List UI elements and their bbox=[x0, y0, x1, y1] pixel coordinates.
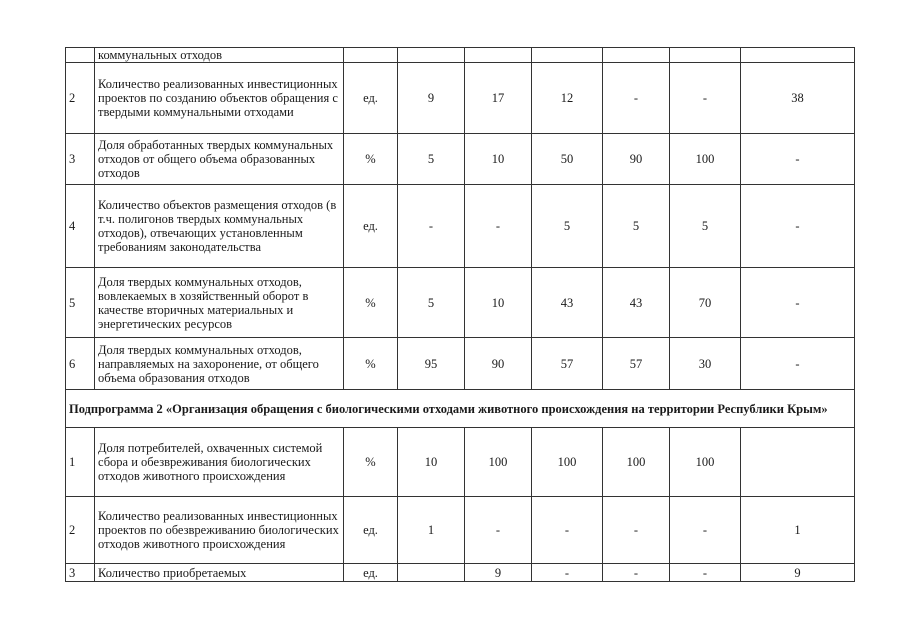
value-cell: 5 bbox=[603, 185, 670, 268]
unit-cell: ед. bbox=[344, 497, 398, 564]
value-cell: 9 bbox=[398, 63, 465, 134]
unit-cell: ед. bbox=[344, 185, 398, 268]
value-cell: 10 bbox=[465, 134, 532, 185]
indicator-name: Количество реализованных инвестиционных проектов по созданию объектов обращения с твердыми коммунальными отходами bbox=[95, 63, 344, 134]
unit-cell: % bbox=[344, 338, 398, 390]
row-number bbox=[66, 48, 95, 63]
value-cell: 90 bbox=[465, 338, 532, 390]
table-row bbox=[66, 134, 855, 185]
value-cell: 100 bbox=[603, 428, 670, 497]
indicator-name: Доля потребителей, охваченных системой сбора и обезвреживания биологических отходов животного происхождения bbox=[95, 428, 344, 497]
row-number: 4 bbox=[66, 185, 95, 268]
table-row bbox=[66, 268, 855, 338]
value-cell: 57 bbox=[603, 338, 670, 390]
unit-cell: ед. bbox=[344, 564, 398, 582]
value-cell: - bbox=[603, 564, 670, 582]
indicators-table bbox=[65, 47, 855, 582]
value-cell: 12 bbox=[532, 63, 603, 134]
value-cell: - bbox=[532, 564, 603, 582]
indicator-name: Количество реализованных инвестиционных проектов по обезвреживанию биологических отходов животного происхождения bbox=[95, 497, 344, 564]
value-cell: 1 bbox=[398, 497, 465, 564]
unit-cell: % bbox=[344, 268, 398, 338]
indicator-name: коммунальных отходов bbox=[95, 48, 344, 63]
value-cell: 5 bbox=[398, 268, 465, 338]
subprogram-title: Подпрограмма 2 «Организация обращения с биологическими отходами животного происхождения на территории Республики Крым» bbox=[66, 390, 855, 428]
value-cell: - bbox=[670, 564, 741, 582]
row-number: 2 bbox=[66, 497, 95, 564]
unit-cell: % bbox=[344, 134, 398, 185]
value-cell: - bbox=[670, 497, 741, 564]
value-cell: 9 bbox=[465, 564, 532, 582]
indicator-name: Количество объектов размещения отходов (в т.ч. полигонов твердых коммунальных отходов), отвечающих установленным требованиям законодательства bbox=[95, 185, 344, 268]
table-row bbox=[66, 428, 855, 497]
value-cell: 100 bbox=[532, 428, 603, 497]
value-cell: 30 bbox=[670, 338, 741, 390]
indicator-name: Доля твердых коммунальных отходов, направляемых на захоронение, от общего объема образования отходов bbox=[95, 338, 344, 390]
value-cell: 95 bbox=[398, 338, 465, 390]
value-cell: 90 bbox=[603, 134, 670, 185]
indicator-name: Доля твердых коммунальных отходов, вовлекаемых в хозяйственный оборот в качестве вторичных материальных и энергетических ресурсов bbox=[95, 268, 344, 338]
table-row bbox=[66, 338, 855, 390]
row-number: 1 bbox=[66, 428, 95, 497]
value-cell: 5 bbox=[670, 185, 741, 268]
table-row bbox=[66, 48, 855, 63]
value-cell: - bbox=[670, 63, 741, 134]
row-number: 3 bbox=[66, 564, 95, 582]
table-row bbox=[66, 63, 855, 134]
total-cell: 1 bbox=[741, 497, 855, 564]
value-cell: - bbox=[603, 63, 670, 134]
value-cell: 100 bbox=[670, 134, 741, 185]
value-cell bbox=[398, 564, 465, 582]
table-row bbox=[66, 185, 855, 268]
value-cell: - bbox=[465, 497, 532, 564]
value-cell: 5 bbox=[532, 185, 603, 268]
subprogram-row bbox=[66, 390, 855, 428]
value-cell: 43 bbox=[532, 268, 603, 338]
row-number: 6 bbox=[66, 338, 95, 390]
total-cell: - bbox=[741, 268, 855, 338]
total-cell: 38 bbox=[741, 63, 855, 134]
total-cell: 9 bbox=[741, 564, 855, 582]
total-cell: - bbox=[741, 338, 855, 390]
total-cell: - bbox=[741, 185, 855, 268]
value-cell: 17 bbox=[465, 63, 532, 134]
row-number: 2 bbox=[66, 63, 95, 134]
total-cell: - bbox=[741, 134, 855, 185]
table-row bbox=[66, 497, 855, 564]
value-cell: - bbox=[465, 185, 532, 268]
value-cell: 70 bbox=[670, 268, 741, 338]
value-cell: 5 bbox=[398, 134, 465, 185]
value-cell: 10 bbox=[465, 268, 532, 338]
value-cell: 57 bbox=[532, 338, 603, 390]
indicator-name: Доля обработанных твердых коммунальных отходов от общего объема образованных отходов bbox=[95, 134, 344, 185]
value-cell: - bbox=[398, 185, 465, 268]
unit-cell: ед. bbox=[344, 63, 398, 134]
indicator-name: Количество приобретаемых bbox=[95, 564, 344, 582]
value-cell: 100 bbox=[670, 428, 741, 497]
value-cell: - bbox=[532, 497, 603, 564]
row-number: 3 bbox=[66, 134, 95, 185]
total-cell bbox=[741, 428, 855, 497]
value-cell: - bbox=[603, 497, 670, 564]
table-row bbox=[66, 564, 855, 582]
value-cell: 43 bbox=[603, 268, 670, 338]
value-cell: 50 bbox=[532, 134, 603, 185]
value-cell: 10 bbox=[398, 428, 465, 497]
row-number: 5 bbox=[66, 268, 95, 338]
unit-cell: % bbox=[344, 428, 398, 497]
value-cell: 100 bbox=[465, 428, 532, 497]
